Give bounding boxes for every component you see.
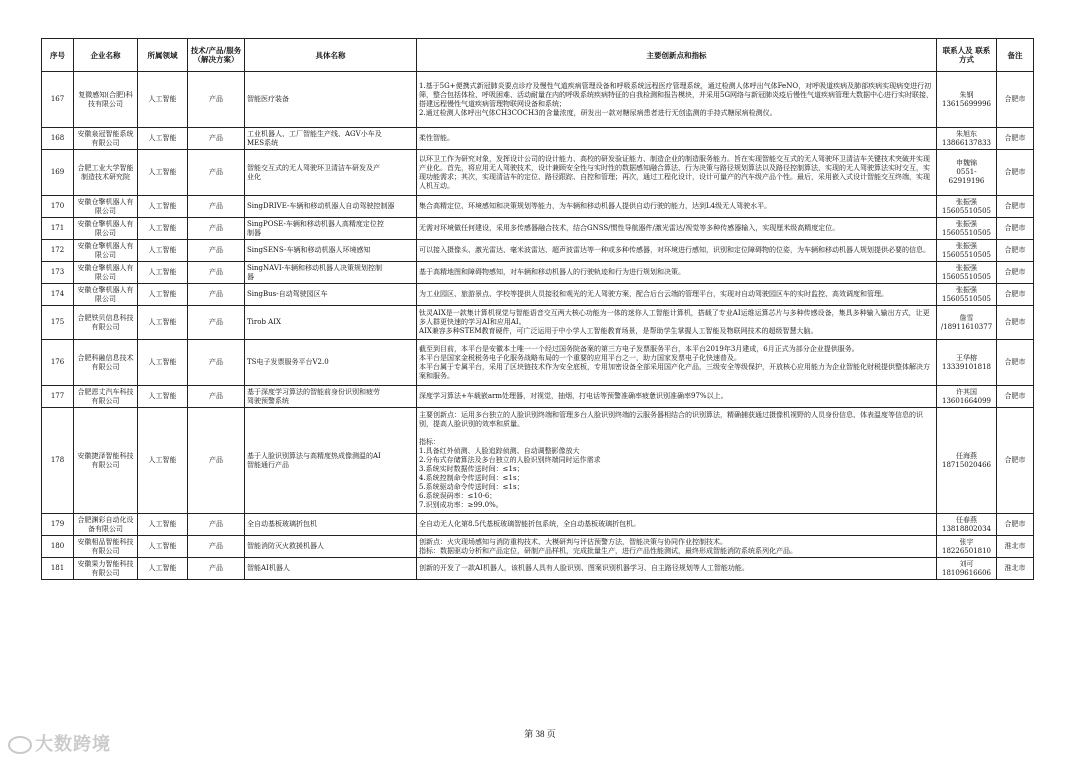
row-seq: 169 (42, 150, 74, 196)
row-contact: 朱钢 13615699996 (937, 72, 997, 128)
row-innovation: 为工业园区、旅游景点、学校等提供人员接驳和观光的无人驾驶方案，配合后台云端的管理平台，实现对自动驾驶园区车的实时监控、高效调度和管理。 (417, 284, 937, 306)
row-type: 产品 (188, 536, 245, 558)
watermark-logo-icon (8, 736, 32, 754)
row-type: 产品 (188, 72, 245, 128)
row-note: 合肥市 (997, 72, 1034, 128)
row-field: 人工智能 (138, 284, 188, 306)
row-contact: 王华榕 13339101818 (937, 340, 997, 386)
row-contact: 詹雪 /18911610377 (937, 306, 997, 340)
row-seq: 170 (42, 196, 74, 218)
row-company: 安徽仓擎机器人有 限公司 (74, 262, 138, 284)
row-company: 合肥工业大学智能 制造技术研究院 (74, 150, 138, 196)
row-name: SingPOSE-车辆和移动机器人高精度定位控 制器 (245, 218, 417, 240)
row-field: 人工智能 (138, 128, 188, 150)
row-type: 产品 (188, 128, 245, 150)
row-company: 安徽仓擎机器人有 限公司 (74, 196, 138, 218)
row-field: 人工智能 (138, 408, 188, 514)
row-contact: 许其国 13601664099 (937, 386, 997, 408)
row-note: 淮北市 (997, 536, 1034, 558)
row-seq: 173 (42, 262, 74, 284)
row-innovation: 集合高精定位、环境感知和决策规划等能力，为车辆和移动机器人提供自动行驶的能力，达到L4级无人驾驶水平。 (417, 196, 937, 218)
row-type: 产品 (188, 240, 245, 262)
row-type: 产品 (188, 218, 245, 240)
row-innovation: 可以接入摄像头、激光雷达、毫米波雷达、超声波雷达等一种或多种传感器，对环境进行感知，识别和定位障碍物的位姿，为车辆和移动机器人规划提供必要的信息。 (417, 240, 937, 262)
row-type: 产品 (188, 514, 245, 536)
row-name: SingSENS-车辆和移动机器人环境感知 (245, 240, 417, 262)
row-note: 合肥市 (997, 128, 1034, 150)
row-contact: 申魏锦 0551-62919196 (937, 150, 997, 196)
table-row (42, 262, 1034, 284)
row-name: 工业机器人、工厂智能生产线、AGV小车及 MES系统 (245, 128, 417, 150)
row-contact: 任春燕 13818802034 (937, 514, 997, 536)
row-name: 全自动基板玻璃折包机 (245, 514, 417, 536)
table-row (42, 340, 1034, 386)
row-field: 人工智能 (138, 150, 188, 196)
header-name: 具体名称 (245, 39, 417, 72)
row-seq: 174 (42, 284, 74, 306)
row-company: 合肥渊彩自动化设 备有限公司 (74, 514, 138, 536)
row-name: SingNAVI-车辆和移动机器人决策规划控制 器 (245, 262, 417, 284)
row-note: 合肥市 (997, 408, 1034, 514)
row-note: 合肥市 (997, 340, 1034, 386)
row-note: 合肥市 (997, 306, 1034, 340)
row-innovation: 深度学习算法+车载嵌arm处理器，对视觉，抽烟，打电话等预警准确率疲惫识别准确率97%以上。 (417, 386, 937, 408)
row-name: 基于人脸识别算法与高精度热成像测温的AI 智能通行产品 (245, 408, 417, 514)
row-company: 合肥铁贝信息科技 有限公司 (74, 306, 138, 340)
row-company: 安徽仓擎机器人有 限公司 (74, 218, 138, 240)
table-row (42, 150, 1034, 196)
row-company: 安徽仓擎机器人有 限公司 (74, 240, 138, 262)
watermark-text: 大数跨境 (35, 734, 111, 755)
row-company: 合肥科融信息技术 有限公司 (74, 340, 138, 386)
row-field: 人工智能 (138, 536, 188, 558)
row-type: 产品 (188, 408, 245, 514)
row-type: 产品 (188, 306, 245, 340)
row-innovation: 创新的开发了一款AI机器人，该机器人具有人脸识别、图案识别机器学习、自主路径规划等人工智能功能。 (417, 558, 937, 580)
table-row (42, 240, 1034, 262)
header-innovation: 主要创新点和指标 (417, 39, 937, 72)
row-seq: 167 (42, 72, 74, 128)
row-seq: 172 (42, 240, 74, 262)
row-contact: 朱旭东 13866137833 (937, 128, 997, 150)
table-row (42, 408, 1034, 514)
row-innovation: 1.基于5G+便携式新冠肺炎要点诊疗及慢性气道疾病管理设备和呼吸系统远程医疗管理系统，通过检测人体呼出气体FeNO，对呼吸道疾病及肺部疾病实现病变进行初筛，整合包括体检、呼吸困难、活动耐量在内的呼吸系统疾病特征的自我检测和报告模块，并采用5G网络与新冠肺炎疫后慢性气道疾病管理大数据中心进行实时联接，搭建远程慢性气道疾病管理物联网设备和系统； 2.通过检测人体呼出气体CH3COCH3的含量浓度，研发出一款对糖尿病患者进行无创监测的手持式糖尿病检测仪。 (417, 72, 937, 128)
row-type: 产品 (188, 150, 245, 196)
header-company: 企业名称 (74, 39, 138, 72)
row-seq: 178 (42, 408, 74, 514)
row-contact: 张振强 15605510505 (937, 240, 997, 262)
row-company: 合肥恩丈汽车科技 有限公司 (74, 386, 138, 408)
table-row (42, 514, 1034, 536)
row-field: 人工智能 (138, 218, 188, 240)
table-row (42, 558, 1034, 580)
row-seq: 177 (42, 386, 74, 408)
row-innovation: 钛灵AIX是一款集计算机视觉与智能语音交互两大核心功能为一体的迷你人工智能计算机，搭载了专业AI运维运算芯片与多种传感设备，集具多种输入输出方式，让更多人群更快速的学习AI和应用AI。 AIX兼容多种STEM教育硬件，可广泛运用于中小学人工智能教育场景，是帮助学生掌握人工智能及物联网技术的超级智慧大脑。 (417, 306, 937, 340)
row-type: 产品 (188, 340, 245, 386)
row-seq: 176 (42, 340, 74, 386)
row-innovation: 创新点：火灾现场感知与消防重构技术、大模研判与评估预警方法，智能决策与协同作业控制技术。 指标：数据驱动分析和产品定位，研制产品样机，完成批量生产，进行产品性能测试，最终形成智能消防系统系列化产品。 (417, 536, 937, 558)
table-row (42, 218, 1034, 240)
row-seq: 180 (42, 536, 74, 558)
row-field: 人工智能 (138, 306, 188, 340)
row-contact: 张振强 15605510505 (937, 218, 997, 240)
page-number: 第 38 页 (524, 729, 556, 739)
row-field: 人工智能 (138, 340, 188, 386)
row-innovation: 柔性智能。 (417, 128, 937, 150)
row-innovation: 基于高精地图和障碍物感知，对车辆和移动机器人的行驶轨迹和行为进行规划和决策。 (417, 262, 937, 284)
enterprise-table (41, 38, 1034, 580)
document-sheet (41, 38, 1033, 580)
row-field: 人工智能 (138, 262, 188, 284)
row-company: 安徽捷泽智能科技 有限公司 (74, 408, 138, 514)
table-row (42, 72, 1034, 128)
row-field: 人工智能 (138, 196, 188, 218)
row-contact: 张振强 15605510505 (937, 262, 997, 284)
row-innovation: 无需对环境做任何建设，采用多传感器融合技术，结合GNSS/惯性导航器件/激光雷达/视觉等多种传感器输入，实现厘米级高精度定位。 (417, 218, 937, 240)
row-field: 人工智能 (138, 72, 188, 128)
table-row (42, 128, 1034, 150)
row-contact: 张宇 18226501810 (937, 536, 997, 558)
row-name: 基于深度学习算法的智能前身份识别和疲劳 驾驶预警系统 (245, 386, 417, 408)
row-name: 智能交互式的无人驾驶环卫清洁车研发及产 业化 (245, 150, 417, 196)
row-name: 智能医疗装备 (245, 72, 417, 128)
table-row (42, 306, 1034, 340)
header-type: 技术/产品/服务 （解决方案） (188, 39, 245, 72)
row-type: 产品 (188, 558, 245, 580)
row-note: 合肥市 (997, 240, 1034, 262)
row-innovation: 主要创新点：运用多台独立的人脸识别终端和管理多台人脸识别终端的云服务器相结合的识别算法，精确捕获通过摄像机视野的人员身份信息、体表温度等信息的识别，提高人脸识别的效率和质量。 指标： 1.具备红外侦测、人脸追踪侦测、自动调整影像放大 2.分布式存储算法及多台独立的人脸识别终端同时运作需求 3.系统实时数据传送时间：≤1s； 4.系统控制命令传送时间：≤1s； 5.系统驱动命令传送时间：≤1s； 6.系统误码率：≤10-6； 7.识别成功率：≥99.0%。 (417, 408, 937, 514)
row-note: 合肥市 (997, 150, 1034, 196)
row-note: 合肥市 (997, 218, 1034, 240)
header-seq: 序号 (42, 39, 74, 72)
row-seq: 181 (42, 558, 74, 580)
row-company: 安徽果力智能科技 有限公司 (74, 558, 138, 580)
row-contact: 张振强 15605510505 (937, 196, 997, 218)
row-field: 人工智能 (138, 558, 188, 580)
row-seq: 175 (42, 306, 74, 340)
table-header-row (42, 39, 1034, 72)
row-type: 产品 (188, 196, 245, 218)
row-contact: 张振强 15605510505 (937, 284, 997, 306)
row-name: 智能AI机器人 (245, 558, 417, 580)
row-name: Tirob AIX (245, 306, 417, 340)
row-field: 人工智能 (138, 514, 188, 536)
watermark (8, 730, 111, 756)
row-company: 安徽仓擎机器人有 限公司 (74, 284, 138, 306)
row-type: 产品 (188, 262, 245, 284)
row-company: 安徽相品智能科技 有限公司 (74, 536, 138, 558)
row-innovation: 全自动无人化第8.5代基板玻璃智能折包系统，全自动基板玻璃折包机。 (417, 514, 937, 536)
header-contact: 联系人及 联系方式 (937, 39, 997, 72)
row-field: 人工智能 (138, 240, 188, 262)
row-company: 安徽泉冠智能系统 有限公司 (74, 128, 138, 150)
row-type: 产品 (188, 386, 245, 408)
row-note: 合肥市 (997, 196, 1034, 218)
table-body (42, 72, 1034, 580)
row-seq: 168 (42, 128, 74, 150)
row-note: 合肥市 (997, 262, 1034, 284)
table-row (42, 386, 1034, 408)
row-name: 智能消防灭火救援机器人 (245, 536, 417, 558)
row-seq: 179 (42, 514, 74, 536)
row-note: 淮北市 (997, 558, 1034, 580)
row-name: SingDRIVE-车辆和移动机器人自动驾驶控制器 (245, 196, 417, 218)
row-contact: 任海燕 18715020466 (937, 408, 997, 514)
row-note: 合肥市 (997, 514, 1034, 536)
row-field: 人工智能 (138, 386, 188, 408)
row-innovation: 以环卫工作为研究对象，发挥设计公司的设计能力、高校的研发验证能力、制造企业的制造服务能力。旨在实现智能交互式的无人驾驶环卫清洁车关键技术突破并实现产业化。首先，将应用无人驾驶技术，设计兼顾安全性与实时性的数据感知融合算法、行为决策与路径规划算法以及路径控制算法，实现的无人驾驶算法实时交互，实现功能需求；其次，实现清洁车的定位、路径跟踪、自控和管理；再次，通过工程化设计，设计可量产的汽车级产品个性。最后，采用嵌入式设计智能交互终端，实现人机互动。 (417, 150, 937, 196)
header-field: 所属领域 (138, 39, 188, 72)
table-row (42, 536, 1034, 558)
row-contact: 刘可 18109616606 (937, 558, 997, 580)
row-type: 产品 (188, 284, 245, 306)
row-innovation: 截至到目前，本平台是安徽本土唯一一个经过国务院备案的第三方电子发票服务平台，本平台2019年3月建成，6月正式为部分企业提供服务。 本平台是国家金税税务电子化服务战略布局的一个重要的应用平台之一，助力国家发票电子化快速普及。 本平台属于专属平台，采用了区块链技术作为安全底板，专用加密设备全部采用国产化产品，三级安全等级保护，开放核心应用能力为企业智能化财税提供整体解决方案和服务。 (417, 340, 937, 386)
table-row (42, 196, 1034, 218)
row-name: TS电子发票服务平台V2.0 (245, 340, 417, 386)
row-seq: 171 (42, 218, 74, 240)
header-note: 备注 (997, 39, 1034, 72)
row-company: 复微感知(合肥)科 技有限公司 (74, 72, 138, 128)
row-note: 合肥市 (997, 386, 1034, 408)
row-note: 合肥市 (997, 284, 1034, 306)
row-name: SingBus-自动驾驶园区车 (245, 284, 417, 306)
table-row (42, 284, 1034, 306)
